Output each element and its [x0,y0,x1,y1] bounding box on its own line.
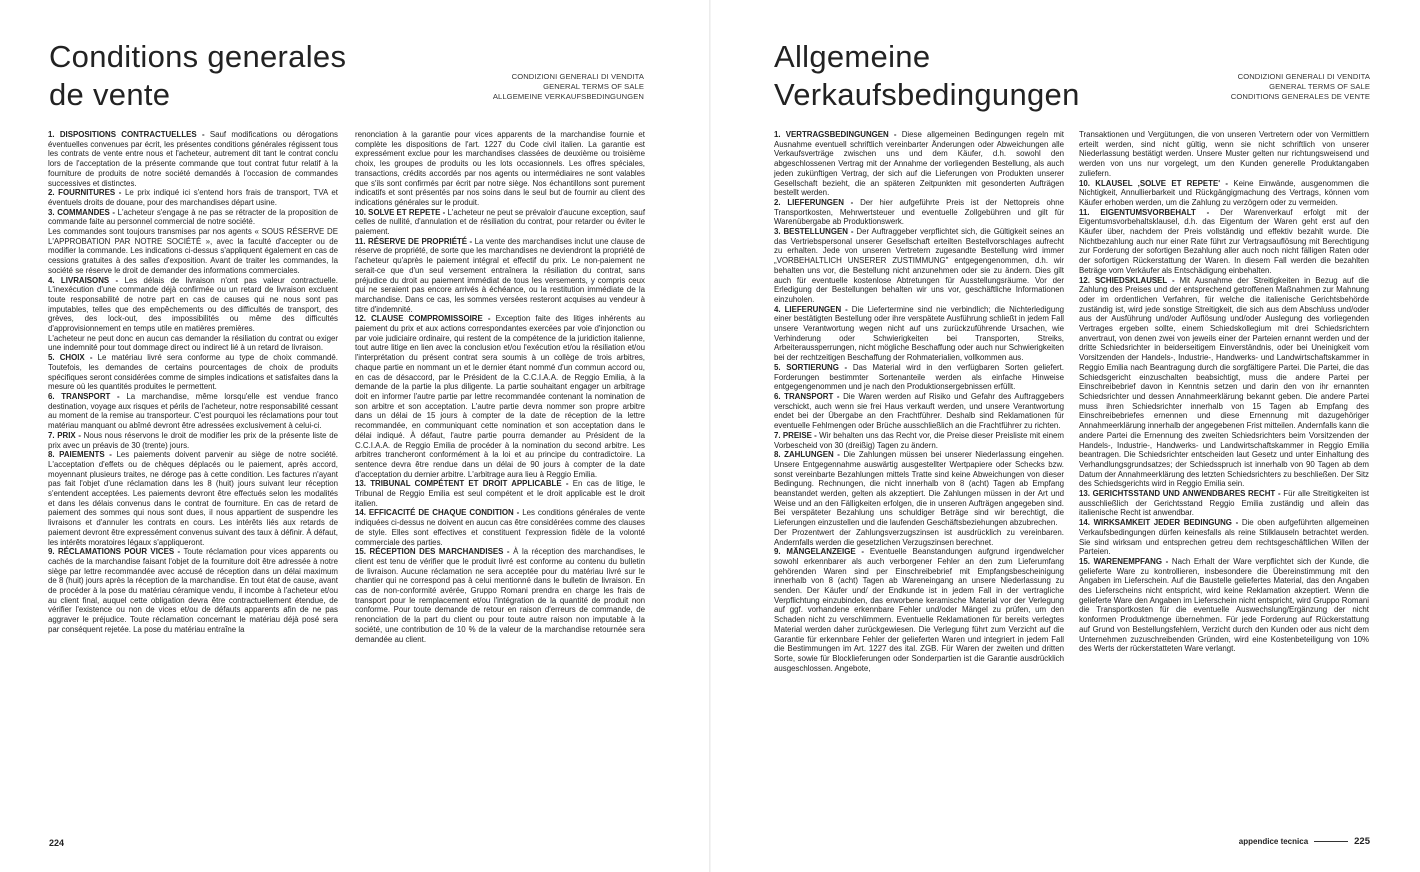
clause-paragraph [1079,518,1369,557]
clause-paragraph [1079,130,1369,179]
subtitle-line: CONDIZIONI GENERALI DI VENDITA [511,72,644,81]
clause-paragraph [774,450,1064,528]
clause-text: Die Liefertermine sind nie verbindlich; die Nichterledigung einer bestätigten Bestellung oder ihre verspätete Ausführung schließt in jedem Fall unsere Verantwortung wegen nicht auf uns zurückzuführende Ursachen, wie Verhinderung oder Schwierigkeiten bei Transporten, Streiks, Arbeiteraussperrungen, nicht mögliche Beschaffung oder auch nur Schwierigkeiten bei der rechtzeitigen Beschaffung der Rohmaterialien, vollkommen aus. [774,304,1064,363]
clause-text: Nach Erhalt der Ware verpflichtet sich der Kunde, die gelieferte Ware zu kontrollieren, insbesondere die Übereinstimmung mit den Angaben im Lieferschein. Auf die Baustelle geliefertes Material, das den Angaben des Lieferscheins nicht entspricht, wird keine Reklamation akzeptiert. Wenn die gelieferte Ware den Angaben im Lieferschein nicht entspricht, wird Gruppo Romani die Transportkosten für die eventuelle Auswechslung/Ergänzung der nicht konformen Produktmenge übernehmen. Für jede Forderung auf Rückerstattung auf Grund von Bestellungsfehlern, Verzicht durch den Kunden oder aus nicht dem Unternehmen zuzuschreibenden Gründen, wird eine Kostenbeteiligung von 10% des Werts der rückerstatteten Ware verlangt. [1079,556,1370,654]
clause-paragraph [48,431,338,450]
clause-text: Sauf modifications ou dérogations éventuelles convenues par écrit, les présentes conditions générales régissent tous les contrats de vente entre nous et l'acheteur, autrement dit tant le contrat conclu lors de l'acceptation de la présente commande que tout contrat futur relatif à la fourniture de produits de notre société demandés à l'occasion de commandes successives et distinctes. [48,130,338,188]
clause-paragraph [48,392,338,431]
clause-paragraph [774,528,1064,547]
clause-text: Die Zahlungen müssen bei unserer Niederlassung eingehen. Unsere Entgegennahme auswärtig ausgestellter Wertpapiere oder Schecks bzw. sonst vereinbarte Bezahlungen mittels Tratte sind keine Abweichungen von dieser Bedingung. Rechnungen, die nicht innerhalb von 8 (acht) Tagen ab Empfang beanstandet werden, gelten als akzeptiert. Die Zahlungen müssen in der Art und Weise und an den Fälligkeiten erfolgen, die in unseren Aufträgen angegeben sind. Bei verspäteter Bezahlung uns schuldiger Beträge sind wir berechtigt, die Lieferungen einzustellen und die laufenden Geschäftsbeziehungen abzubrechen. [774,450,1064,528]
clause-heading: 13. TRIBUNAL COMPÉTENT ET DROIT APPLICABLE - [355,479,573,489]
clause-paragraph [774,547,1064,673]
clause-paragraph [355,130,645,208]
clause-text: Der Warenverkauf erfolgt mit der Eigentumsvorbehaltsklausel, d.h. das Eigentum der Waren geht erst auf den Käufer über, nachdem der Preis vollständig und effektiv bezahlt wurde. Die Nichtbezahlung auch nur einer Rate führt zur Vertragsauflösung mit Berechtigung zur Forderung der sofortigen Bezahlung aller auch noch nicht fälligen Raten oder der sofortigen Rückerstattung der Waren. In diesem Fall werden die bezahlten Beträge vom Verkäufer als Entschädigung einbehalten. [1079,207,1369,275]
clause-text: Eventuelle Beanstandungen aufgrund irgendwelcher sowohl erkennbarer als auch verborgener Fehler an den zum Lieferumfang gehörenden Waren sind per Einschreibebrief mit Empfangsbescheinigung innerhalb von 8 (acht) Tagen ab Wareneingang an unsere Niederlassung zu senden. Der Käufer und/ der Endkunde ist in jedem Fall in der vertragliche Verpflichtung einzubinden, das erworbene keramische Material vor der Verlegung auf ggf. vorhandene erkennbare Fehler und/oder Mängel zu prüfen, um den Schaden nicht zu verschlimmern. Eventuelle Reklamationen für bereits verlegtes Material werden daher zurückgewiesen. Die Verlegung führt zum Verzicht auf die Garantie für erkennbare Fehler der gelieferten Waren und integriert in jedem Fall die Bestimmungen im Art. 1227 des ital. ZGB. Für Waren der zweiten und dritten Sorte, sowie für Blocklieferungen oder Sonderpartien ist die Garantie ausdrücklich ausgeschlossen. Angebote, [774,547,1064,673]
clause-paragraph [355,314,645,479]
clause-text: En cas de litige, le Tribunal de Reggio Emilia est seul compétent et le droit applicable est le droit italien. [355,479,645,508]
subtitle-line: GENERAL TERMS OF SALE [543,82,644,91]
right-page [710,0,1420,872]
clause-paragraph [355,237,645,315]
clause-heading: 10. KLAUSEL ‚SOLVE ET REPETE' - [1079,178,1234,188]
clause-text: Les délais de livraison n'ont pas valeur contractuelle. L'inexécution d'une commande déjà confirmée ou un retard de livraison excluent toute responsabilité de notre part en cas de causes qui ne nous sont pas imputables, telles que des empêchements ou des difficultés de transport, des grèves, des lock-out, des impossibilités ou même des difficultés d'approvisionnement en temps utile en matières premières. [48,275,338,334]
clause-paragraph [1079,179,1369,208]
clause-paragraph [1079,557,1369,654]
clause-heading: 5. CHOIX - [48,353,98,363]
clause-heading: 14. EFFICACITÉ DE CHAQUE CONDITION - [355,508,523,518]
clause-heading: 4. LIEFERUNGEN - [774,304,852,314]
clause-text: Toute réclamation pour vices apparents ou cachés de la marchandise faisant l'objet de la fourniture doit être adressée à notre siège par lettre recommandée avec accusé de réception dans un délai maximum de 8 (huit) jours après la réception de la marchandise. En tout état de cause, avant de procéder à la pose du matériau céramique vendu, il incombe à l'acheteur et/ou au client final, auquel cette obligation devra être contractuellement étendue, de vérifier l'existence ou non de vices et/ou de défauts apparents afin de ne pas aggraver le préjudice. Toute réclamation concernant le matériau déjà posé sera par conséquent rejetée. La pose du matériau entraîne la [48,547,338,634]
clause-paragraph [774,198,1064,227]
clause-paragraph [774,392,1064,431]
clause-text: Transaktionen und Vergütungen, die von unseren Vertretern oder von Vermittlern erteilt werden, sind nicht gültig, wenn sie nicht schriftlich von unserer Niederlassung bestätigt werden. Unsere Muster gelten nur richtungsweisend und werden von uns nur vorgelegt, um den Kunden generelle Produktangaben zuliefern. [1079,130,1369,178]
clause-paragraph [355,479,645,508]
clause-paragraph [1079,208,1369,276]
clause-text: La vente des marchandises inclut une clause de réserve de propriété, de sorte que les marchandises ne deviendront la propriété de l'acheteur qu'après le paiement intégral et effectif du prix. Le non-paiement ne serait-ce que d'un seul versement entraînera la résiliation du contrat, sans préjudice du droit au paiement immédiat de tous les versements, y compris ceux qui ne seraient pas encore arrivés à échéance, ou la restitution immédiate de la marchandise. Dans ce cas, les sommes versées resteront acquises au vendeur à titre d'indemnité. [355,236,645,314]
clause-heading: 10. SOLVE ET REPETE - [355,207,448,217]
language-subtitles [1231,72,1370,102]
clause-text: L'acheteur ne peut se prévaloir d'aucune exception, sauf celles de nullité, d'annulation et de résiliation du contrat, pour retarder ou éviter le paiement. [355,207,646,237]
title-line: Conditions generales [49,39,347,74]
clause-heading: 1. DISPOSITIONS CONTRACTUELLES - [48,130,210,139]
page-title [49,38,346,114]
clause-text: Les paiements doivent parvenir au siège de notre société. L'acceptation d'effets ou de chèques déplacés ou le paiement, après accord, moyennant plusieurs traites, ne déroge pas à cette condition. Les factures n'ayant pas fait l'objet d'une réclamation dans les 8 (huit) jours suivant leur réception s'entendent acceptées. Les paiements devront être effectués selon les modalités et dans les délais convenus dans le contrat de fourniture. En cas de retard de paiement des sommes qui nous sont dues, il nous appartient de suspendre les livraisons et d'annuler les contrats en cours. Les intérêts liés aux retards de paiement devront être expressément convenus suivant des taux à définir. À défaut, les intérêts moratoires légaux s'appliqueront. [48,450,339,547]
clause-paragraph [48,227,338,276]
clause-heading: 3. BESTELLUNGEN - [774,227,857,237]
clause-text: Les commandes sont toujours transmises par nos agents « SOUS RÉSERVE DE L'APPROBATION PAR NOTRE SOCIÉTÉ », avec la faculté d'accepter ou de modifier la commande. Les indications ci-dessus s'appliquent également en cas de cessions gratuites à des salles d'exposition. Avant de traiter les commandes, la société se réserve le droit de demander des informations commerciales. [48,227,338,275]
clause-paragraph [774,363,1064,392]
clause-paragraph [1079,276,1369,489]
clause-paragraph [774,227,1064,305]
clause-paragraph [774,130,1064,198]
clause-text: Der Prozentwert der Zahlungsverzugszinsen ist ausdrücklich zu vereinbaren. Andernfalls werden die gesetzlichen Verzugszinsen berechnet. [774,527,1064,547]
clause-heading: 12. SCHIEDSKLAUSEL - [1079,275,1180,285]
clause-heading: 14. WIRKSAMKEIT JEDER BEDINGUNG - [1079,518,1242,528]
clause-text: La marchandise, même lorsqu'elle est vendue franco destination, voyage aux risques et périls de l'acheteur, notre responsabilité cessant au moment de la remise au transporteur. C'est pourquoi les réclamations pour tout matériau manquant ou abîmé devront être adressées exclusivement à celui-ci. [48,391,338,431]
clause-heading: 11. RÉSERVE DE PROPRIÉTÉ - [355,236,475,246]
clause-text: Nous nous réservons le droit de modifier les prix de la présente liste de prix avec un préavis de 30 (trente) jours. [48,430,338,450]
clause-heading: 13. GERICHTSSTAND UND ANWENDBARES RECHT - [1079,489,1284,499]
clause-heading: 8. ZAHLUNGEN - [774,450,844,460]
clause-text: renonciation à la garantie pour vices apparents de la marchandise fournie et complète les dispositions de l'art. 1227 du Code civil italien. La garantie est expressément exclue pour les marchandises classées de deuxième ou troisième choix, les groupes de produits ou les lots occasionnels. Les offres spéciales, transactions, crédits accordés par nos agents ou intermédiaires ne sont valables que s'ils sont confirmés par écrit par notre siège. Nos échantillons sont purement indicatifs et sont présentés par nos soins dans le seul but de fournir au client des indications générales sur le produit. [355,130,645,207]
clause-paragraph [48,188,338,207]
clause-text: À la réception des marchandises, le client est tenu de vérifier que le produit livré est conforme au contenu du bulletin de livraison. Aucune réclamation ne sera acceptée pour du matériau livré sur le chantier qui ne correspond pas à celui mentionné dans le bulletin de livraison. En cas de non-conformité avérée, Gruppo Romani prendra en charge les frais de transport pour le remplacement et/ou l'intégration de la quantité de produit non conforme. Pour toute demande de retour en raison d'erreurs de commande, de renonciation de la part du client ou pour toute autre raison non imputable à la société, une contribution de 10 % de la valeur de la marchandise retournée sera demandée au client. [355,547,645,644]
footer-rule [1314,841,1348,842]
subtitle-line: CONDIZIONI GENERALI DI VENDITA [1237,72,1370,81]
clause-heading: 3. COMMANDES - [48,207,118,217]
title-line: de vente [49,77,171,112]
clause-heading: 8. PAIEMENTS - [48,450,117,460]
text-column-right [355,130,645,644]
clause-paragraph [48,450,338,547]
clause-paragraph [48,353,338,392]
language-subtitles [493,72,644,102]
page-number: 224 [49,838,65,848]
clause-paragraph [48,130,338,188]
clause-text: Mit Ausnahme der Streitigkeiten in Bezug auf die Zahlung des Preises und der entsprechend getroffenen Maßnahmen zur Mahnung oder im ordentlichen Verfahren, für welche die italienische Gerichtsbehörde zuständig ist, wird jede sonstige Streitigkeit, die sich aus dem Abschluss und/oder aus der Ausführung und/oder Auflösung und/oder Auslegung des vorliegenden Vertrages ergeben sollte, einem Schiedskollegium mit drei Schiedsrichtern anvertraut, von denen zwei von jeweils einer der Parteien ernannt werden und der dritte Schiedsrichter in beiderseitigem Einverständnis, oder bei Uneinigkeit vom Vorsitzenden der Handels-, Industrie-, Handwerks- und Landwirtschaftskammer in Reggio Emilia nach Beantragung durch die sorgfältigere Partei. Die Partei, die das Schiedsgericht einzuschalten beabsichtigt, muss die andere Partei per Einschreibebrief davon in Kenntnis setzen und darin den von ihr ernannten Schiedsrichter und dessen Annahmeerklärung bekannt geben. Die andere Partei muss ihren Schiedsrichter innerhalb von 15 Tagen ab Empfang des Einschreibebriefes ernennen und diese Ernennung mit dazugehöriger Annahmeerklärung innerhalb der angegebenen Frist mitteilen. Andernfalls kann die andere Partei die Ernennung des zweiten Schiedsrichters beim Vorsitzenden der Handels-, Industrie-, Handwerks- und Landwirtschaftskammer in Reggio Emilia beantragen. Die Schiedsrichter entscheiden laut Gesetz und unter Einhaltung des Verhandlungsgrundsatzes; der Schiedsspruch ist innerhalb von 90 Tagen ab dem Datum der Annahmeerklärung des letzten Schiedsrichters zu beschließen. Der Sitz des Schiedsgerichts wird in Reggio Emilia sein. [1079,275,1369,489]
clause-text: Le matériau livré sera conforme au type de choix commandé. Toutefois, les demandes de certains pourcentages de choix de produits spécifiques seront considérées comme de simples indications et satisfaites dans la mesure où les quantités produites le permettent. [48,353,338,392]
clause-heading: 5. SORTIERUNG - [774,362,853,372]
subtitle-line: CONDITIONS GENERALES DE VENTE [1230,92,1370,101]
subtitle-line: GENERAL TERMS OF SALE [1269,82,1370,91]
clause-text: Keine Einwände, ausgenommen die Nichtigkeit, Annullierbarkeit und Rückgängigmachung des Vertrags, können vom Käufer erhoben werden, um die Zahlung zu verzögern oder zu vermeiden. [1079,178,1369,207]
clause-heading: 2. LIEFERUNGEN - [774,197,861,207]
clause-heading: 15. WARENEMPFANG - [1079,556,1172,566]
title-line: Verkaufsbedingungen [774,77,1080,112]
clause-text: L'acheteur ne peut donc en aucun cas demander la résiliation du contrat ou exiger une indemnité pour tout dommage direct ou indirect lié à un retard de livraison. [48,333,338,353]
clause-text: Exception faite des litiges inhérents au paiement du prix et aux actions correspondantes exercées par voie d'injonction ou par voie judiciaire ordinaire, qui restent de la compétence de la juridiction italienne, tout autre litige en lien avec la conclusion et/ou l'exécution et/ou la résiliation et/ou l'interprétation du présent contrat sera soumis à un collège de trois arbitres, chaque partie en nommant un et le dernier étant nommé d'un commun accord ou, en cas de désaccord, par le Président de la C.C.I.A.A. de Reggio Emilia, à la demande de la partie la plus diligente. La partie souhaitant engager un arbitrage doit en informer l'autre partie par lettre recommandée contenant la nomination de son arbitre et son acceptation. L'autre partie devra nommer son propre arbitre dans un délai de 15 jours à compter de la date de réception de la lettre recommandée, en communiquant cette nomination et son acceptation dans le délai indiqué. À défaut, l'autre partie pourra demander au Président de la C.C.I.A.A. de Reggio Emilia de procéder à la nomination du second arbitre. Les arbitres trancheront conformément à la loi et au principe du contradictoire. La sentence devra être rendue dans un délai de 90 jours à compter de la date d'acceptation du dernier arbitre. L'arbitrage aura lieu à Reggio Emilia. [355,314,645,479]
clause-text: Die Waren werden auf Risiko und Gefahr des Auftraggebers verschickt, auch wenn sie frei Haus verkauft werden, und unsere Verantwortung endet bei der Übergabe an den Frachtführer. Deshalb sind Reklamationen für eventuelle Fehlmengen oder Brüche ausschließlich an die Frachtführer zu richten. [774,391,1064,431]
page-footer [1239,836,1370,847]
clause-heading: 2. FOURNITURES - [48,188,125,198]
clause-heading: 15. RÉCEPTION DES MARCHANDISES - [355,547,514,557]
clause-heading: 7. PRIX - [48,430,84,440]
subtitle-line: ALLGEMEINE VERKAUFSBEDINGUNGEN [492,92,644,101]
page-title [774,38,1080,114]
clause-heading: 9. MÄNGELANZEIGE - [774,547,870,557]
text-column-left [48,130,338,635]
clause-text: Der Auftraggeber verpflichtet sich, die Gültigkeit seines an das Vertriebspersonal unserer Gesellschaft erteilten Bestellvorschlages aufrecht zu erhalten. Jede von unseren Vertretern zugesandte Bestellung wird immer „VORBEHALTLICH UNSERER ZUSTIMMUNG" entgegengenommen, d.h. wir behalten uns vor, die Bestellung nicht anzunehmen oder sie zu ändern. Dies gilt auch für eventuelle kostenlose Abtretungen für Ausstellungsräume. Vor der Erledigung der Bestellungen behalten wir uns vor, geschäftliche Informationen einzuholen. [774,227,1064,304]
text-column-right [1079,130,1369,654]
clause-paragraph [774,305,1064,363]
section-label: appendice tecnica [1238,837,1309,846]
clause-heading: 9. RÉCLAMATIONS POUR VICES - [48,547,184,557]
clause-heading: 4. LIVRAISONS - [48,275,125,285]
clause-paragraph [774,431,1064,450]
clause-heading: 7. PREISE - [774,430,820,440]
page-number: 225 [1354,836,1370,847]
clause-text: Wir behalten uns das Recht vor, die Preise dieser Preisliste mit einem Vorbescheid von 30 (dreißig) Tagen zu ändern. [774,430,1065,450]
clause-text: Der hier aufgeführte Preis ist der Nettopreis ohne Transportkosten, Mehrwertsteuer und eventuelle Zollgebühren und gilt für Warenübergabe ab Produktionswerk. [774,197,1064,227]
clause-text: Für alle Streitigkeiten ist ausschließlich der Gerichtsstand Reggio Emilia zuständig und allein das italienische Recht ist anwendbar. [1079,489,1370,518]
clause-paragraph [1079,489,1369,518]
clause-paragraph [48,547,338,634]
title-line: Allgemeine [774,39,931,74]
text-column-left [774,130,1064,673]
clause-paragraph [48,276,338,334]
clause-heading: 11. EIGENTUMSVORBEHALT - [1079,207,1221,217]
clause-text: L'acheteur s'engage à ne pas se rétracter de la proposition de commande faite au personnel commercial de notre société. [48,207,339,227]
clause-text: Die oben aufgeführten allgemeinen Verkaufsbedingungen dürfen keinesfalls als reine Stilklauseln betrachtet werden. Sie sind wirksam und entsprechen getreu dem rechtsgeschäftlichen Willen der Parteien. [1079,518,1369,557]
clause-text: Les conditions générales de vente indiquées ci-dessus ne doivent en aucun cas être considérées comme des clauses de style. Elles sont effectives et constituent l'expression fidèle de la volonté commerciale des parties. [355,508,645,547]
clause-heading: 6. TRANSPORT - [774,391,844,401]
clause-paragraph [48,334,338,353]
clause-heading: 1. VERTRAGSBEDINGUNGEN - [774,130,902,139]
clause-heading: 6. TRANSPORT - [48,391,127,401]
clause-text: Das Material wird in den verfügbaren Sorten geliefert. Forderungen bestimmter Sortenanteile werden als einfache Hinweise entgegengenommen und je nach den Produktionsergebnissen erfüllt. [774,362,1064,392]
clause-text: Le prix indiqué ici s'entend hors frais de transport, TVA et éventuels droits de douane, pour des marchandises départ usine. [48,188,339,207]
clause-paragraph [355,508,645,547]
clause-paragraph [355,547,645,644]
clause-paragraph [48,208,338,227]
clause-heading: 12. CLAUSE COMPROMISSOIRE - [355,314,496,324]
clause-paragraph [355,208,645,237]
clause-text: Diese allgemeinen Bedingungen regeln mit Ausnahme eventuell schriftlich vereinbarter Änderungen oder Abweichungen alle Verkaufsverträge zwischen uns und dem Käufer, d.h. sowohl den abgeschlossenen Vertrag mit der Annahme der vorliegenden Bestellung, als auch jeden zukünftigen Vertrag, der sich auf die Lieferungen von Produkten unserer Gesellschaft bezieht, die an späteren Zeitpunkten mit gesonderten Aufträgen bestellt werden. [774,130,1065,198]
